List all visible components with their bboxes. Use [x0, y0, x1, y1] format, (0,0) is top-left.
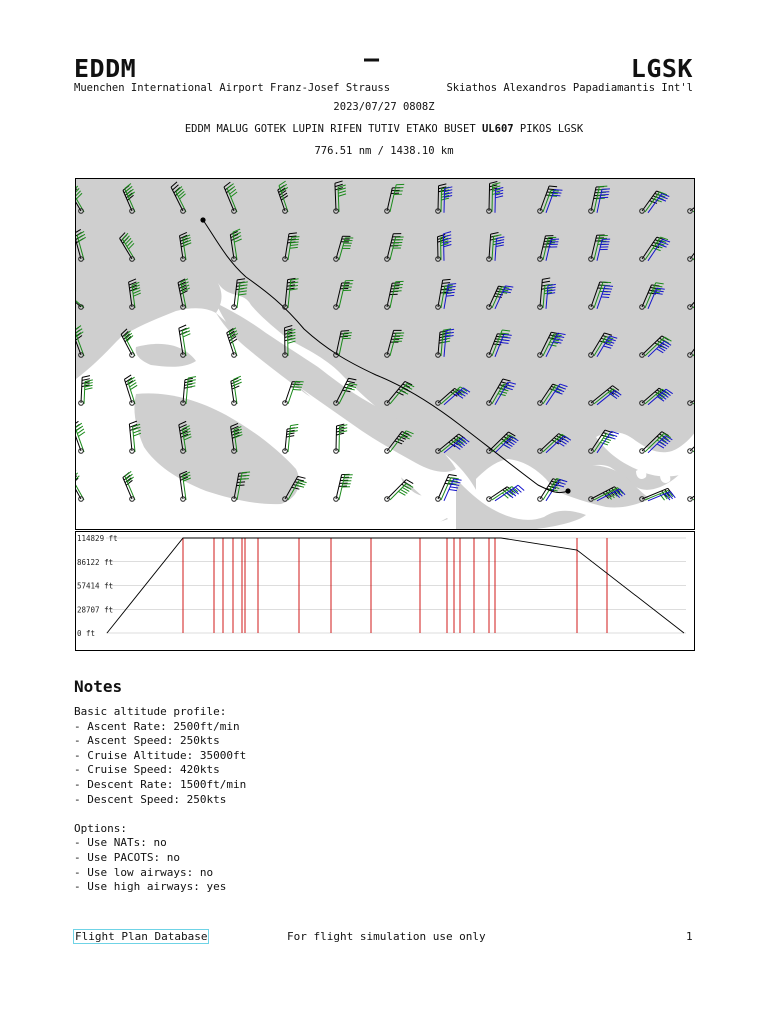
option-item: - Use PACOTS: no [74, 850, 180, 864]
route-waypoints-after: PIKOS LGSK [519, 123, 584, 135]
profile-item: - Cruise Speed: 420kts [74, 763, 220, 777]
profile-item: - Ascent Rate: 2500ft/min [74, 719, 240, 733]
profile-item: - Ascent Speed: 250kts [74, 734, 220, 748]
notes-body [74, 705, 246, 895]
option-item: - Use low airways: no [74, 865, 214, 879]
route-distance: 776.51 nm / 1438.10 km [314, 145, 454, 157]
origin-marker [200, 217, 205, 222]
origin-airport-name: Muenchen International Airport Franz-Josef Strauss [74, 82, 391, 94]
route-separator: – [364, 44, 380, 73]
route-airway: UL607 [481, 123, 514, 135]
profile-altitude-label: 28707 ft [77, 605, 114, 615]
profile-heading: Basic altitude profile: [74, 705, 227, 718]
profile-item: - Cruise Altitude: 35000ft [74, 748, 247, 762]
page-number: 1 [686, 930, 693, 943]
option-item: - Use NATs: no [74, 836, 167, 850]
altitude-profile-chart [76, 532, 696, 652]
profile-altitude-label: 57414 ft [77, 581, 114, 591]
wind-map[interactable] [75, 178, 695, 530]
notes-title: Notes [74, 677, 123, 696]
profile-item: - Descent Rate: 1500ft/min [74, 777, 247, 791]
flight-date: 2023/07/27 0808Z [333, 101, 435, 113]
flight-plan-database-link[interactable]: Flight Plan Database [75, 930, 208, 943]
notes-spacer [74, 807, 246, 822]
origin-code: EDDM [74, 54, 137, 83]
wind-map-canvas [76, 179, 695, 530]
options-heading: Options: [74, 821, 127, 835]
altitude-profile [75, 531, 695, 651]
profile-altitude-label: 0 ft [77, 629, 96, 638]
destination-code: LGSK [630, 54, 693, 83]
profile-altitude-label: 86122 ft [77, 557, 114, 567]
profile-altitude-labels [77, 534, 118, 638]
destination-airport-name: Skiathos Alexandros Papadiamantis Int'l [446, 82, 693, 94]
route-string [0, 123, 768, 135]
route-waypoints-before: EDDM MALUG GOTEK LUPIN RIFEN TUTIV ETAKO BUSET [184, 123, 476, 135]
profile-item: - Descent Speed: 250kts [74, 792, 227, 806]
option-item: - Use high airways: yes [74, 880, 227, 894]
destination-marker [565, 488, 570, 493]
footer-disclaimer: For flight simulation use only [287, 930, 486, 943]
profile-grid [106, 538, 686, 633]
profile-altitude-label: 114829 ft [77, 534, 118, 543]
